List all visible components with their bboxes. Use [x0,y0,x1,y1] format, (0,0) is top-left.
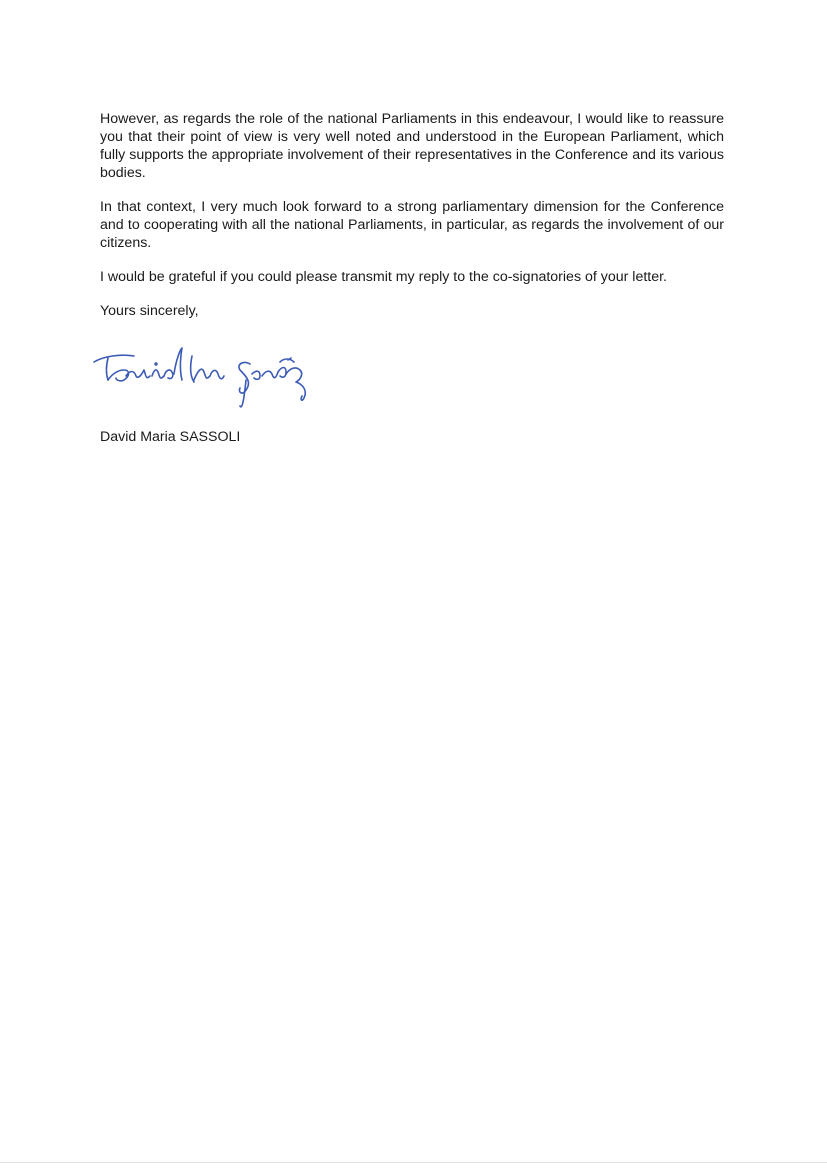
paragraph-transmit-reply: I would be grateful if you could please transmit my reply to the co-signatories of your letter. [100,269,667,285]
letter-body [100,110,724,320]
paragraph-parliamentary-dimension: In that context, I very much look forward to a strong parliamentary dimension for the Conference and to cooperating with all the national Parliaments, in particular, as regards the involvement of our citizens. [100,199,724,251]
closing-salutation: Yours sincerely, [100,303,199,319]
signatory-name: David Maria SASSOLI [100,429,241,445]
page-bottom-edge [0,1162,827,1163]
handwritten-signature [90,340,320,410]
paragraph-national-parliaments: However, as regards the role of the national Parliaments in this endeavour, I would like to reassure you that their point of view is very well noted and understood in the European Parliament, which fully supports the appropriate involvement of their representatives in the Conference and its various bodies. [100,111,724,181]
